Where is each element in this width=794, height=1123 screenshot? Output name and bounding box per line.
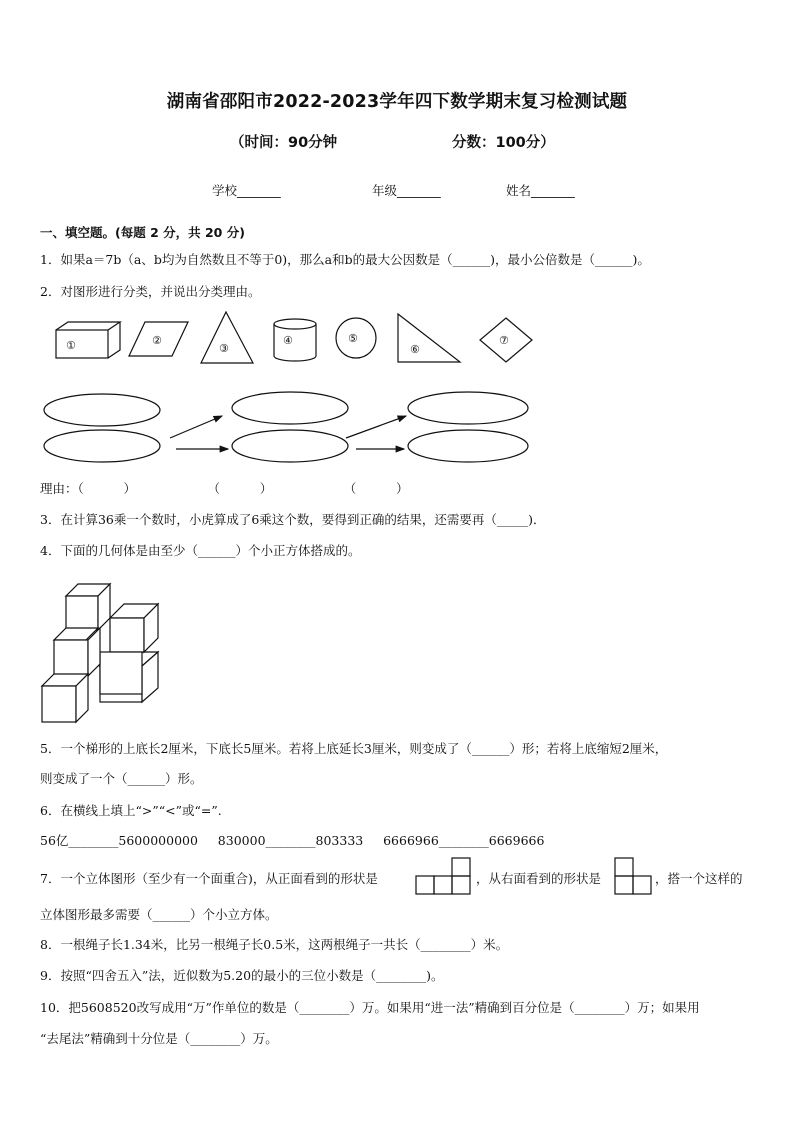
arrow-2-up [346,416,406,438]
grade-field: 年级_______ [372,183,441,198]
oval-1-top [44,394,160,426]
question-6: 6．在横线上填上“>”“<”或“=”. [40,803,222,818]
school-field: 学校_______ [212,183,281,198]
question-8: 8．一根绳子长1.34米，比另一根绳子长0.5米，这两根绳子一共长（________）米。 [40,937,509,952]
cube [110,604,158,652]
arrow-1-up [170,416,222,438]
oval-3-bottom [408,430,528,462]
question-6-items: 56亿________5600000000 830000________803333 6666966________6669666 [40,833,545,848]
shape-label-1: ① [66,339,76,352]
question-7-part-2: ，从右面看到的形状是 [476,871,602,886]
question-4: 4．下面的几何体是由至少（______）个小正方体搭成的。 [40,543,361,558]
cube [66,584,110,630]
cylinder-shape [274,319,316,361]
front-view-figure [414,856,474,896]
classification-diagram [40,388,540,464]
question-10-line-1: 10．把5608520改写成用“万”作单位的数是（________）万。如果用“进一法”精确到百分位是（________）万；如果用 [40,1000,700,1015]
oval-1-bottom [44,430,160,462]
right-triangle-shape [398,314,460,362]
shape-label-2: ② [152,334,162,347]
question-10-line-2: “去尾法”精确到十分位是（________）万。 [40,1031,278,1046]
triangle-shape [201,312,253,363]
exam-time: （时间：90分钟 [230,135,338,151]
oval-2-top [232,392,348,424]
oval-2-bottom [232,430,348,462]
page-title: 湖南省邵阳市2022-2023学年四下数学期末复习检测试题 [166,92,628,112]
question-9: 9．按照“四舍五入”法，近似数为5.20的最小的三位小数是（________)。 [40,968,444,983]
question-2: 2．对图形进行分类，并说出分类理由。 [40,284,261,299]
oval-3-top [408,392,528,424]
cube [100,652,142,694]
cube [54,628,100,676]
shape-label-6: ⑥ [410,343,420,356]
name-field: 姓名_______ [506,183,575,198]
question-3: 3．在计算36乘一个数时，小虎算成了6乘这个数，要得到正确的结果，还需要再（_____)． [40,512,546,527]
shapes-figure [40,308,560,370]
question-7-part-3: ，搭一个这样的 [655,871,743,886]
question-7-line-2: 立体图形最多需要（______）个小立方体。 [40,907,278,922]
cube-stack-figure [40,580,165,726]
shape-label-4: ④ [283,334,293,347]
question-5-line-1: 5．一个梯形的上底长2厘米，下底长5厘米。若将上底延长3厘米，则变成了（______）形；若将上底缩短2厘米， [40,741,668,756]
exam-score: 分数：100分） [452,135,555,151]
right-view-figure [613,856,655,896]
question-1: 1．如果a＝7b（a、b均为自然数且不等于0)，那么a和b的最大公因数是（______)，最小公倍数是（______)。 [40,252,650,267]
question-5-line-2: 则变成了一个（______）形。 [40,771,203,786]
shape-label-7: ⑦ [499,334,509,347]
question-2-reason: 理由：（ ） （ ） （ ） [40,481,409,496]
shape-label-5: ⑤ [348,332,358,345]
section-title: 一、填空题。(每题 2 分，共 20 分) [40,225,245,240]
cube [42,674,88,722]
question-7-part-1: 7．一个立体图形（至少有一个面重合)，从正面看到的形状是 [40,871,378,886]
shape-label-3: ③ [219,342,229,355]
